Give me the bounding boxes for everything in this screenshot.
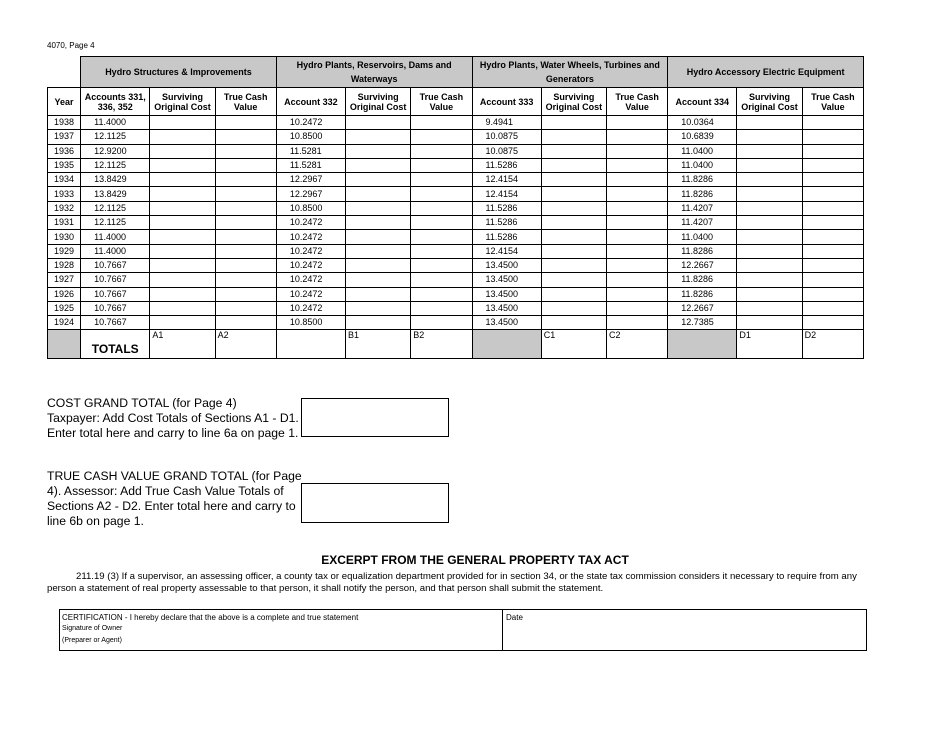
totals-year-cell bbox=[48, 330, 81, 359]
section-a-multiplier: 12.1125 bbox=[81, 158, 150, 172]
section-c-tcv-input[interactable] bbox=[606, 230, 667, 244]
section-a-cost-input[interactable] bbox=[150, 316, 215, 330]
section-b-multiplier: 11.5281 bbox=[276, 158, 345, 172]
section-a-cost-input[interactable] bbox=[150, 144, 215, 158]
section-c-tcv-input[interactable] bbox=[606, 287, 667, 301]
total-b1-field[interactable]: B1 bbox=[346, 330, 411, 359]
table-row bbox=[48, 158, 864, 172]
total-d2-field[interactable]: D2 bbox=[802, 330, 863, 359]
section-c-multiplier: 11.5286 bbox=[472, 201, 541, 215]
section-a-tcv-input[interactable] bbox=[215, 244, 276, 258]
section-c-multiplier: 9.4941 bbox=[472, 116, 541, 130]
section-c-tcv-input[interactable] bbox=[606, 116, 667, 130]
section-b-multiplier: 10.2472 bbox=[276, 230, 345, 244]
section-a-cost-input[interactable] bbox=[150, 116, 215, 130]
depreciation-table bbox=[47, 56, 864, 359]
section-c-cost-input[interactable] bbox=[541, 258, 606, 272]
section-a-cost-input[interactable] bbox=[150, 287, 215, 301]
tcv-gt-line1: TRUE CASH VALUE GRAND TOTAL (for Page bbox=[47, 469, 302, 483]
section-b-cost-input[interactable] bbox=[346, 187, 411, 201]
section-a-cost-input[interactable] bbox=[150, 244, 215, 258]
section-a-cost-input[interactable] bbox=[150, 173, 215, 187]
section-a-multiplier: 11.4000 bbox=[81, 230, 150, 244]
section-c-tcv-input[interactable] bbox=[606, 130, 667, 144]
section-b-tcv-input[interactable] bbox=[411, 301, 472, 315]
cost-gt-line1: COST GRAND TOTAL (for Page 4) bbox=[47, 396, 237, 410]
section-b-tcv-input[interactable] bbox=[411, 230, 472, 244]
section-d-cost-input[interactable] bbox=[737, 258, 802, 272]
section-c-multiplier: 11.5286 bbox=[472, 216, 541, 230]
section-c-multiplier: 10.0875 bbox=[472, 130, 541, 144]
section-c-title: Hydro Plants, Water Wheels, Turbines and Generators bbox=[472, 57, 668, 88]
section-b-cost-input[interactable] bbox=[346, 116, 411, 130]
section-a-cost-header: Surviving Original Cost bbox=[150, 88, 215, 116]
section-b-account-header: Account 332 bbox=[276, 88, 345, 116]
totals-d-blank bbox=[668, 330, 737, 359]
tcv-gt-line3: Sections A2 - D2. Enter total here and carry to bbox=[47, 499, 296, 513]
excerpt-body: 211.19 (3) If a supervisor, an assessing officer, a county tax or equalization department provided for in section 34, or the state tax commission considers it necessary to require from any person a statement of real property assessable to that person, it shall notify the person, and that person shall submit the statement. bbox=[47, 571, 857, 594]
year-cell: 1934 bbox=[48, 173, 81, 187]
section-d-tcv-input[interactable] bbox=[802, 301, 863, 315]
section-d-cost-header: Surviving Original Cost bbox=[737, 88, 802, 116]
year-cell: 1931 bbox=[48, 216, 81, 230]
section-d-tcv-input[interactable] bbox=[802, 273, 863, 287]
section-c-tcv-header: True Cash Value bbox=[606, 88, 667, 116]
section-a-tcv-input[interactable] bbox=[215, 173, 276, 187]
section-b-cost-header: Surviving Original Cost bbox=[346, 88, 411, 116]
section-d-cost-input[interactable] bbox=[737, 273, 802, 287]
date-label: Date bbox=[506, 613, 523, 622]
section-a-multiplier: 11.4000 bbox=[81, 116, 150, 130]
section-b-tcv-input[interactable] bbox=[411, 287, 472, 301]
year-cell: 1938 bbox=[48, 116, 81, 130]
section-b-cost-input[interactable] bbox=[346, 287, 411, 301]
section-c-tcv-input[interactable] bbox=[606, 258, 667, 272]
section-b-multiplier: 10.2472 bbox=[276, 116, 345, 130]
section-c-multiplier: 12.4154 bbox=[472, 173, 541, 187]
section-b-tcv-input[interactable] bbox=[411, 273, 472, 287]
section-a-cost-input[interactable] bbox=[150, 187, 215, 201]
year-cell: 1929 bbox=[48, 244, 81, 258]
section-d-tcv-input[interactable] bbox=[802, 187, 863, 201]
section-b-tcv-input[interactable] bbox=[411, 144, 472, 158]
section-c-tcv-input[interactable] bbox=[606, 316, 667, 330]
cost-gt-line3: Enter total here and carry to line 6a on page 1. bbox=[47, 426, 299, 440]
section-b-multiplier: 11.5281 bbox=[276, 144, 345, 158]
section-d-multiplier: 11.8286 bbox=[668, 287, 737, 301]
section-a-cost-input[interactable] bbox=[150, 130, 215, 144]
section-a-multiplier: 13.8429 bbox=[81, 187, 150, 201]
year-header: Year bbox=[48, 88, 81, 116]
signature-field[interactable] bbox=[60, 610, 503, 650]
section-c-tcv-input[interactable] bbox=[606, 187, 667, 201]
section-b-cost-input[interactable] bbox=[346, 144, 411, 158]
total-c1-field[interactable]: C1 bbox=[541, 330, 606, 359]
certification-box bbox=[59, 609, 867, 651]
section-d-multiplier: 10.6839 bbox=[668, 130, 737, 144]
section-c-multiplier: 11.5286 bbox=[472, 158, 541, 172]
section-c-cost-input[interactable] bbox=[541, 230, 606, 244]
section-a-tcv-input[interactable] bbox=[215, 216, 276, 230]
section-c-multiplier: 13.4500 bbox=[472, 287, 541, 301]
section-a-multiplier: 11.4000 bbox=[81, 244, 150, 258]
year-cell: 1925 bbox=[48, 301, 81, 315]
section-d-tcv-input[interactable] bbox=[802, 116, 863, 130]
section-d-cost-input[interactable] bbox=[737, 244, 802, 258]
table-row bbox=[48, 173, 864, 187]
signature-label: Signature of Owner bbox=[62, 625, 123, 632]
section-a-multiplier: 12.1125 bbox=[81, 201, 150, 215]
table-row bbox=[48, 116, 864, 130]
section-c-cost-header: Surviving Original Cost bbox=[541, 88, 606, 116]
section-c-cost-input[interactable] bbox=[541, 287, 606, 301]
section-d-cost-input[interactable] bbox=[737, 201, 802, 215]
total-d1-field[interactable]: D1 bbox=[737, 330, 802, 359]
section-a-title: Hydro Structures & Improvements bbox=[81, 57, 277, 88]
section-b-cost-input[interactable] bbox=[346, 244, 411, 258]
section-a-tcv-header: True Cash Value bbox=[215, 88, 276, 116]
section-a-multiplier: 10.7667 bbox=[81, 273, 150, 287]
section-c-multiplier: 13.4500 bbox=[472, 273, 541, 287]
section-d-tcv-input[interactable] bbox=[802, 158, 863, 172]
section-a-tcv-input[interactable] bbox=[215, 316, 276, 330]
section-c-cost-input[interactable] bbox=[541, 216, 606, 230]
section-d-tcv-input[interactable] bbox=[802, 230, 863, 244]
section-b-tcv-input[interactable] bbox=[411, 187, 472, 201]
section-c-tcv-input[interactable] bbox=[606, 158, 667, 172]
preparer-label: (Preparer or Agent) bbox=[62, 637, 122, 644]
section-a-tcv-input[interactable] bbox=[215, 287, 276, 301]
certification-statement: CERTIFICATION - I hereby declare that the above is a complete and true statement bbox=[62, 613, 359, 622]
table-row bbox=[48, 130, 864, 144]
section-d-tcv-input[interactable] bbox=[802, 287, 863, 301]
section-d-multiplier: 11.8286 bbox=[668, 173, 737, 187]
section-a-cost-input[interactable] bbox=[150, 230, 215, 244]
section-c-multiplier: 12.4154 bbox=[472, 187, 541, 201]
section-b-tcv-input[interactable] bbox=[411, 173, 472, 187]
section-b-title: Hydro Plants, Reservoirs, Dams and Waterways bbox=[276, 57, 472, 88]
section-b-tcv-input[interactable] bbox=[411, 116, 472, 130]
section-a-cost-input[interactable] bbox=[150, 301, 215, 315]
section-b-tcv-input[interactable] bbox=[411, 130, 472, 144]
year-cell: 1928 bbox=[48, 258, 81, 272]
section-b-multiplier: 10.2472 bbox=[276, 287, 345, 301]
section-d-multiplier: 11.0400 bbox=[668, 230, 737, 244]
cost-grand-total-label bbox=[47, 396, 299, 441]
table-row bbox=[48, 258, 864, 272]
section-b-multiplier: 10.2472 bbox=[276, 216, 345, 230]
section-a-tcv-input[interactable] bbox=[215, 273, 276, 287]
section-c-account-header: Account 333 bbox=[472, 88, 541, 116]
section-c-tcv-input[interactable] bbox=[606, 144, 667, 158]
section-d-cost-input[interactable] bbox=[737, 187, 802, 201]
section-d-tcv-input[interactable] bbox=[802, 173, 863, 187]
section-d-multiplier: 11.8286 bbox=[668, 244, 737, 258]
table-row bbox=[48, 301, 864, 315]
section-c-multiplier: 13.4500 bbox=[472, 258, 541, 272]
section-a-cost-input[interactable] bbox=[150, 273, 215, 287]
total-c2-field[interactable]: C2 bbox=[606, 330, 667, 359]
section-b-cost-input[interactable] bbox=[346, 258, 411, 272]
totals-label: TOTALS bbox=[91, 342, 139, 357]
section-c-tcv-input[interactable] bbox=[606, 301, 667, 315]
section-c-multiplier: 13.4500 bbox=[472, 301, 541, 315]
section-b-tcv-input[interactable] bbox=[411, 216, 472, 230]
section-d-title: Hydro Accessory Electric Equipment bbox=[668, 57, 864, 88]
section-a-multiplier: 12.9200 bbox=[81, 144, 150, 158]
section-d-cost-input[interactable] bbox=[737, 158, 802, 172]
section-d-cost-input[interactable] bbox=[737, 216, 802, 230]
section-d-tcv-input[interactable] bbox=[802, 144, 863, 158]
cost-gt-line2: Taxpayer: Add Cost Totals of Sections A1 - D1. bbox=[47, 411, 299, 425]
section-b-cost-input[interactable] bbox=[346, 273, 411, 287]
section-a-cost-input[interactable] bbox=[150, 216, 215, 230]
totals-c-blank bbox=[472, 330, 541, 359]
section-d-cost-input[interactable] bbox=[737, 173, 802, 187]
section-a-cost-input[interactable] bbox=[150, 158, 215, 172]
section-b-multiplier: 10.8500 bbox=[276, 316, 345, 330]
year-cell: 1933 bbox=[48, 187, 81, 201]
section-d-multiplier: 11.4207 bbox=[668, 201, 737, 215]
section-d-cost-input[interactable] bbox=[737, 144, 802, 158]
section-b-multiplier: 10.8500 bbox=[276, 201, 345, 215]
section-d-multiplier: 10.0364 bbox=[668, 116, 737, 130]
total-a1-field[interactable]: A1 bbox=[150, 330, 215, 359]
section-d-tcv-input[interactable] bbox=[802, 316, 863, 330]
section-d-tcv-header: True Cash Value bbox=[802, 88, 863, 116]
tcv-gt-line4: line 6b on page 1. bbox=[47, 514, 144, 528]
section-c-tcv-input[interactable] bbox=[606, 244, 667, 258]
section-c-tcv-input[interactable] bbox=[606, 201, 667, 215]
section-d-multiplier: 11.0400 bbox=[668, 144, 737, 158]
totals-row bbox=[48, 330, 864, 359]
section-b-multiplier: 12.2967 bbox=[276, 187, 345, 201]
section-c-cost-input[interactable] bbox=[541, 116, 606, 130]
section-d-multiplier: 12.2667 bbox=[668, 301, 737, 315]
year-cell: 1926 bbox=[48, 287, 81, 301]
section-c-cost-input[interactable] bbox=[541, 187, 606, 201]
section-d-account-header: Account 334 bbox=[668, 88, 737, 116]
section-a-account-header: Accounts 331, 336, 352 bbox=[81, 88, 150, 116]
section-b-tcv-input[interactable] bbox=[411, 316, 472, 330]
section-c-cost-input[interactable] bbox=[541, 316, 606, 330]
section-d-multiplier: 11.8286 bbox=[668, 187, 737, 201]
totals-b-blank bbox=[276, 330, 345, 359]
section-c-cost-input[interactable] bbox=[541, 273, 606, 287]
section-d-tcv-input[interactable] bbox=[802, 130, 863, 144]
year-cell: 1932 bbox=[48, 201, 81, 215]
section-d-multiplier: 11.0400 bbox=[668, 158, 737, 172]
table-row bbox=[48, 287, 864, 301]
section-c-multiplier: 10.0875 bbox=[472, 144, 541, 158]
section-d-multiplier: 12.7385 bbox=[668, 316, 737, 330]
section-c-cost-input[interactable] bbox=[541, 173, 606, 187]
year-cell: 1924 bbox=[48, 316, 81, 330]
section-d-cost-input[interactable] bbox=[737, 287, 802, 301]
table-row bbox=[48, 216, 864, 230]
section-b-cost-input[interactable] bbox=[346, 216, 411, 230]
section-a-tcv-input[interactable] bbox=[215, 116, 276, 130]
section-c-cost-input[interactable] bbox=[541, 244, 606, 258]
total-b2-field[interactable]: B2 bbox=[411, 330, 472, 359]
section-b-tcv-input[interactable] bbox=[411, 158, 472, 172]
section-b-tcv-input[interactable] bbox=[411, 201, 472, 215]
section-c-multiplier: 13.4500 bbox=[472, 316, 541, 330]
section-c-cost-input[interactable] bbox=[541, 201, 606, 215]
section-b-multiplier: 10.2472 bbox=[276, 258, 345, 272]
section-d-cost-input[interactable] bbox=[737, 130, 802, 144]
section-a-tcv-input[interactable] bbox=[215, 158, 276, 172]
section-d-multiplier: 11.8286 bbox=[668, 273, 737, 287]
section-a-multiplier: 10.7667 bbox=[81, 258, 150, 272]
section-d-multiplier: 11.4207 bbox=[668, 216, 737, 230]
section-c-cost-input[interactable] bbox=[541, 144, 606, 158]
tcv-grand-total-label bbox=[47, 469, 302, 529]
section-d-cost-input[interactable] bbox=[737, 116, 802, 130]
section-c-cost-input[interactable] bbox=[541, 130, 606, 144]
section-a-multiplier: 12.1125 bbox=[81, 216, 150, 230]
section-a-multiplier: 12.1125 bbox=[81, 130, 150, 144]
table-row bbox=[48, 187, 864, 201]
section-a-cost-input[interactable] bbox=[150, 258, 215, 272]
year-cell: 1935 bbox=[48, 158, 81, 172]
corner-blank bbox=[48, 57, 81, 88]
tcv-gt-line2: 4). Assessor: Add True Cash Value Totals of bbox=[47, 484, 284, 498]
section-b-cost-input[interactable] bbox=[346, 301, 411, 315]
section-d-tcv-input[interactable] bbox=[802, 258, 863, 272]
section-a-cost-input[interactable] bbox=[150, 201, 215, 215]
section-b-cost-input[interactable] bbox=[346, 173, 411, 187]
year-cell: 1937 bbox=[48, 130, 81, 144]
section-b-multiplier: 10.2472 bbox=[276, 244, 345, 258]
section-b-cost-input[interactable] bbox=[346, 316, 411, 330]
year-cell: 1927 bbox=[48, 273, 81, 287]
section-a-multiplier: 10.7667 bbox=[81, 316, 150, 330]
section-b-cost-input[interactable] bbox=[346, 201, 411, 215]
section-c-tcv-input[interactable] bbox=[606, 273, 667, 287]
section-d-cost-input[interactable] bbox=[737, 301, 802, 315]
section-b-multiplier: 10.2472 bbox=[276, 301, 345, 315]
section-c-cost-input[interactable] bbox=[541, 301, 606, 315]
section-a-tcv-input[interactable] bbox=[215, 201, 276, 215]
section-b-multiplier: 10.2472 bbox=[276, 273, 345, 287]
section-a-multiplier: 10.7667 bbox=[81, 301, 150, 315]
form-number: 4070, Page 4 bbox=[47, 41, 95, 50]
excerpt-title: EXCERPT FROM THE GENERAL PROPERTY TAX ACT bbox=[321, 553, 629, 567]
table-row bbox=[48, 144, 864, 158]
section-a-tcv-input[interactable] bbox=[215, 187, 276, 201]
section-a-multiplier: 13.8429 bbox=[81, 173, 150, 187]
section-c-tcv-input[interactable] bbox=[606, 173, 667, 187]
table-row bbox=[48, 201, 864, 215]
year-cell: 1930 bbox=[48, 230, 81, 244]
section-d-tcv-input[interactable] bbox=[802, 244, 863, 258]
section-c-multiplier: 12.4154 bbox=[472, 244, 541, 258]
section-b-cost-input[interactable] bbox=[346, 230, 411, 244]
section-b-cost-input[interactable] bbox=[346, 158, 411, 172]
section-b-tcv-header: True Cash Value bbox=[411, 88, 472, 116]
section-c-cost-input[interactable] bbox=[541, 158, 606, 172]
table-row bbox=[48, 244, 864, 258]
section-c-multiplier: 11.5286 bbox=[472, 230, 541, 244]
section-b-tcv-input[interactable] bbox=[411, 244, 472, 258]
section-b-multiplier: 10.8500 bbox=[276, 130, 345, 144]
year-cell: 1936 bbox=[48, 144, 81, 158]
table-row bbox=[48, 316, 864, 330]
cost-grand-total-field[interactable] bbox=[301, 398, 449, 437]
section-a-tcv-input[interactable] bbox=[215, 301, 276, 315]
table-row bbox=[48, 273, 864, 287]
section-d-multiplier: 12.2667 bbox=[668, 258, 737, 272]
section-a-tcv-input[interactable] bbox=[215, 144, 276, 158]
section-d-tcv-input[interactable] bbox=[802, 216, 863, 230]
section-d-tcv-input[interactable] bbox=[802, 201, 863, 215]
table-row bbox=[48, 230, 864, 244]
section-a-tcv-input[interactable] bbox=[215, 130, 276, 144]
section-b-tcv-input[interactable] bbox=[411, 258, 472, 272]
section-a-tcv-input[interactable] bbox=[215, 258, 276, 272]
section-d-cost-input[interactable] bbox=[737, 316, 802, 330]
section-d-cost-input[interactable] bbox=[737, 230, 802, 244]
section-b-multiplier: 12.2967 bbox=[276, 173, 345, 187]
section-a-tcv-input[interactable] bbox=[215, 230, 276, 244]
section-b-cost-input[interactable] bbox=[346, 130, 411, 144]
tcv-grand-total-field[interactable] bbox=[301, 483, 449, 523]
section-a-multiplier: 10.7667 bbox=[81, 287, 150, 301]
section-c-tcv-input[interactable] bbox=[606, 216, 667, 230]
totals-label-cell bbox=[81, 330, 150, 359]
total-a2-field[interactable]: A2 bbox=[215, 330, 276, 359]
